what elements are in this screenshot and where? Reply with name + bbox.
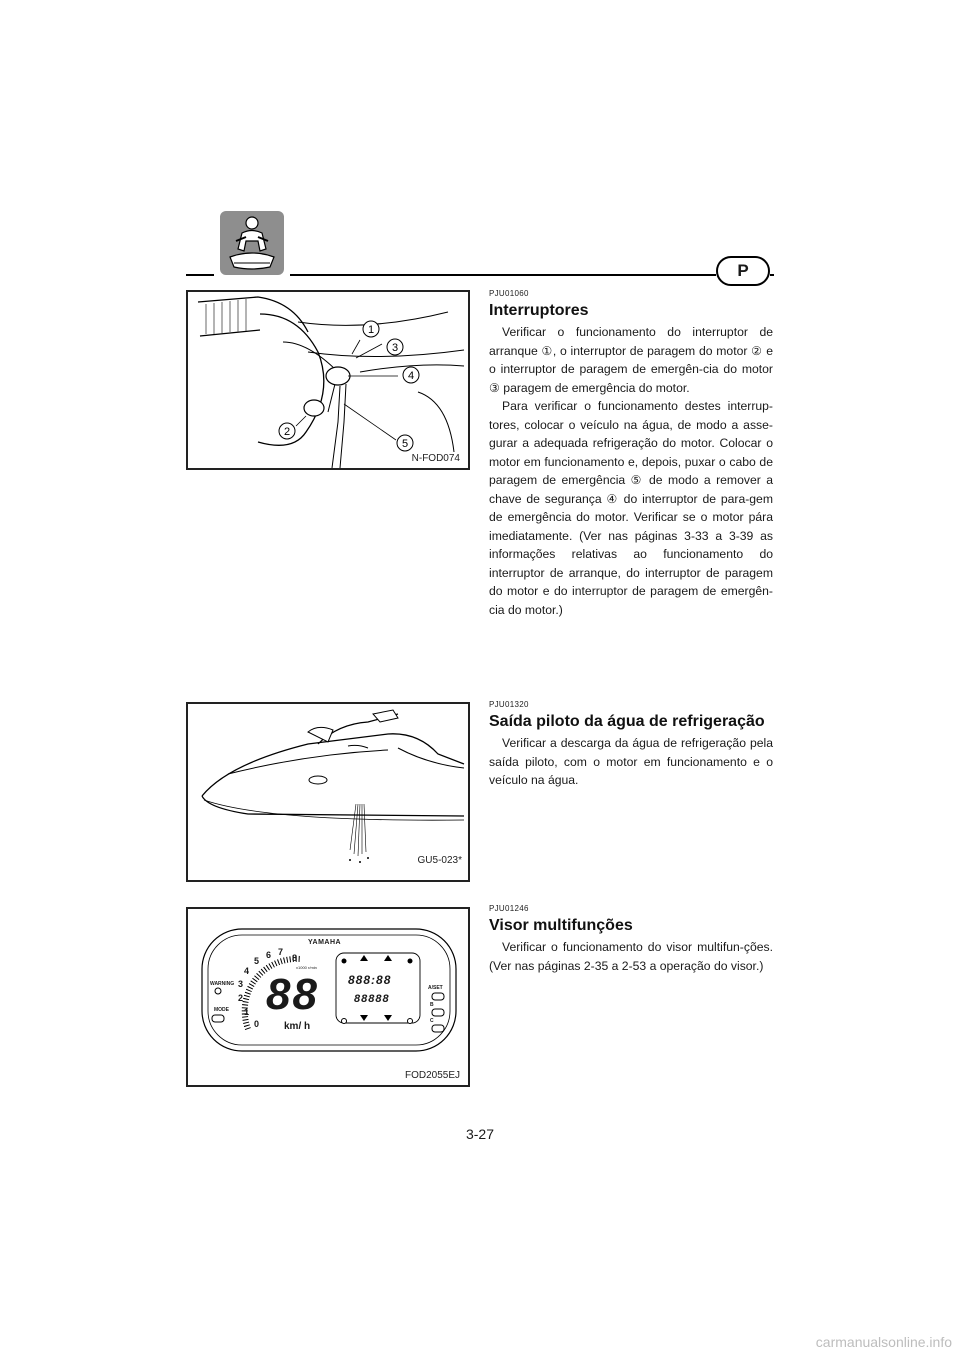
multifunction-meter-illustration xyxy=(188,909,468,1085)
section-paragraph: Verificar a descarga da água de refrigeração pela saída piloto, com o motor em funcionamento e o veículo na água. xyxy=(489,736,773,787)
svg-text:2: 2 xyxy=(283,426,291,438)
svg-text:4: 4 xyxy=(407,370,415,382)
header-rule-end xyxy=(770,274,774,276)
warning-label: WARNING xyxy=(210,981,235,987)
lcd-top: 888:88 xyxy=(348,973,392,987)
callout-4 xyxy=(402,366,420,389)
lcd-bottom: 88888 xyxy=(354,993,390,1005)
svg-text:3: 3 xyxy=(391,342,399,354)
section-code: PJU01246 xyxy=(489,904,529,913)
tach-number: 5 xyxy=(254,956,260,966)
c-label: C xyxy=(430,1018,434,1024)
speed-digits: 88 xyxy=(266,970,319,1019)
section-code: PJU01060 xyxy=(489,289,529,298)
watercraft-illustration xyxy=(188,704,468,880)
header-rule-right xyxy=(290,274,716,276)
handlebar-switches-illustration xyxy=(188,292,468,468)
figure-code: GU5-023* xyxy=(417,855,462,866)
section-title: Interruptores xyxy=(489,302,589,319)
header-rule-left xyxy=(186,274,214,276)
section-title: Visor multifunções xyxy=(489,917,633,934)
svg-text:5: 5 xyxy=(401,438,409,450)
jetski-rider-icon xyxy=(220,211,284,275)
callout-2 xyxy=(278,422,296,445)
figure-code: FOD2055EJ xyxy=(404,1070,460,1081)
tach-number: 4 xyxy=(244,966,250,976)
tach-number: 3 xyxy=(238,979,244,989)
section-paragraph: Para verificar o funcionamento destes interrup-tores, colocar o veículo na água, de modo a asse-gurar a adequada refrigeração do motor. Colocar o motor em funcionamento e, depois, puxar o cabo de paragem de emergência ⑤ de modo a remover a chave de segurança ④ do interruptor de para-gem de emergência do motor. Verificar se o motor pára imediatamente. (Ver nas páginas 3-33 a 3-39 as informações relativas ao funcionamento do interruptor de arranque, do interruptor de paragem do motor e do interruptor de paragem de emergên-cia do motor.) xyxy=(489,399,773,617)
section-code: PJU01320 xyxy=(489,700,529,709)
speed-unit: km/ h xyxy=(284,1021,311,1032)
callout-3 xyxy=(386,338,404,361)
page-number: 3-27 xyxy=(465,1126,495,1142)
tach-number: 0 xyxy=(254,1019,260,1029)
aset-label: A/SET xyxy=(428,985,443,991)
figure-pilot-water xyxy=(186,702,470,882)
section-paragraph: Verificar o funcionamento do interruptor de arranque ①, o interruptor de paragem do motor ② e o interruptor de paragem de emergên-cia do motor ③ paragem de emergência do motor. xyxy=(489,325,773,395)
section-saida-piloto xyxy=(489,700,773,790)
mode-label: MODE xyxy=(214,1007,229,1013)
tach-unit: x1000 r/min xyxy=(296,965,317,970)
svg-text:1: 1 xyxy=(367,324,375,336)
figure-code: N-FOD074 xyxy=(411,453,460,464)
tach-number: 7 xyxy=(278,947,284,957)
figure-multifunction-meter xyxy=(186,907,470,1087)
watermark: carmanualsonline.info xyxy=(815,1334,952,1350)
section-interruptores xyxy=(489,289,773,619)
tach-number: 8 xyxy=(292,953,298,963)
callout-1 xyxy=(362,320,380,343)
tach-number: 2 xyxy=(238,993,244,1003)
tach-number: 1 xyxy=(244,1007,250,1017)
language-badge: P xyxy=(716,256,770,286)
section-title: Saída piloto da água de refrigeração xyxy=(489,713,765,730)
section-paragraph: Verificar o funcionamento do visor multifun-ções. (Ver nas páginas 2-35 a 2-53 a operação do visor.) xyxy=(489,940,773,973)
section-visor xyxy=(489,904,773,975)
figure-switches xyxy=(186,290,470,470)
tach-number: 6 xyxy=(266,950,272,960)
b-label: B xyxy=(430,1002,434,1008)
meter-brand: YAMAHA xyxy=(308,939,342,946)
